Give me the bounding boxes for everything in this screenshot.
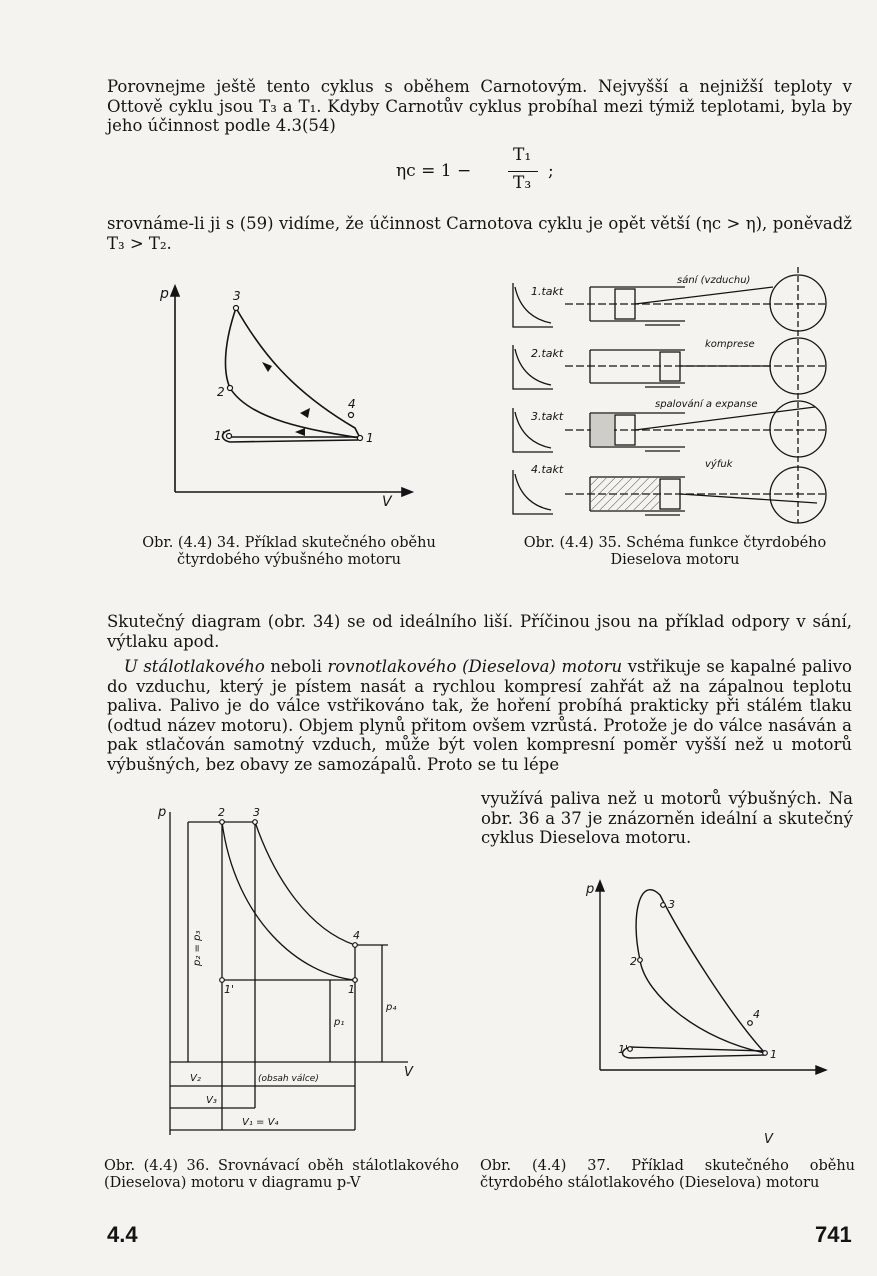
- arrow-icon: [262, 362, 272, 372]
- term-diesel-engine: rovnotlakového (Dieselova) motoru: [327, 657, 623, 676]
- dim-displacement: (obsah válce): [258, 1074, 319, 1084]
- point-1-marker: [358, 436, 363, 441]
- paragraph-real-diagram: Skutečný diagram (obr. 34) se od ideálního liší. Příčinou jsou na příklad odpory v sání, výtlaku apod.: [107, 612, 852, 651]
- figure-37-diagram: [560, 875, 830, 1145]
- carnot-efficiency-formula: [396, 147, 596, 197]
- v-axis-label: V: [404, 1065, 413, 1080]
- p-axis-label: p: [586, 882, 595, 897]
- point-3-label: 3: [253, 806, 260, 819]
- point-3-label: 3: [233, 289, 241, 303]
- term-constant-pressure: U stálotlakového: [123, 657, 265, 676]
- exhaust-gas: [591, 478, 659, 510]
- combustion-curve: [225, 308, 236, 388]
- point-1prime-label: 1': [214, 429, 225, 443]
- expansion-curve: [255, 822, 355, 945]
- paragraph-intro: Porovnejme ještě tento cyklus s oběhem Carnotovým. Nejvyšší a nejnižší teploty v Ottově cyklu jsou T₃ a T₁. Kdyby Carnotův cyklus probíhal mezi týmiž teplotami, byla by jeho účinnost podle 4.3(54): [107, 77, 852, 136]
- v-axis-arrow-icon: [402, 488, 412, 496]
- point-3-marker: [234, 306, 239, 311]
- point-4-label: 4: [353, 929, 360, 942]
- compression-curve: [640, 960, 765, 1053]
- point-1-label: 1: [366, 431, 374, 445]
- point-1-label: 1: [348, 983, 355, 996]
- dim-p1: p₁: [334, 1017, 345, 1028]
- formula-denominator: T₃: [513, 173, 532, 193]
- dim-v3: V₃: [206, 1095, 217, 1106]
- arrow-icon: [295, 428, 305, 436]
- combustion-charge: [591, 414, 614, 446]
- arrow-icon: [300, 408, 310, 418]
- figure-34-diagram: [150, 280, 420, 510]
- point-2-label: 2: [630, 955, 637, 968]
- figure-35-diagram: [505, 265, 840, 525]
- point-2-label: 2: [218, 806, 225, 819]
- formula-end: ;: [548, 161, 554, 181]
- section-number: 4.4: [107, 1222, 138, 1247]
- stroke-2-label: 2.takt: [531, 347, 564, 360]
- paragraph-diesel-engine: U stálotlakového neboli rovnotlakového (Dieselova) motoru vstřikuje se kapalné palivo do vzduchu, který je pístem nasát a rychlou kompresí zahřát až na zápalnou teplotu paliva. Palivo je do válce vstřikováno tak, že hoření probíhá prakticky při stálém tlaku (odtud název motoru). Objem plynů přitom ovšem vzrůstá. Protože je do válce nasáván a pak stlačován samotný vzduch, může být volen kompresní poměr vyšší než u motorů výbušných, bez obavy ze samozápalů. Proto se tu lépe: [107, 657, 852, 774]
- point-4-label: 4: [753, 1008, 760, 1021]
- stroke-2-phase: komprese: [705, 339, 755, 350]
- point-1prime-label: 1': [618, 1043, 629, 1056]
- stroke-4-phase: výfuk: [705, 459, 733, 470]
- formula-lhs: ηc = 1 −: [396, 161, 472, 181]
- figure-36-diagram: [150, 800, 420, 1145]
- p-axis-label: p: [160, 286, 169, 302]
- point-1prime-marker: [227, 434, 232, 439]
- p-axis-arrow-icon: [171, 286, 179, 296]
- page-number: 741: [815, 1222, 852, 1247]
- stroke-3-phase: spalování a expanse: [655, 399, 758, 410]
- figure-37-caption: Obr. (4.4) 37. Příklad skutečného oběhu čtyrdobého stálotlakového (Dieselova) motoru: [480, 1158, 855, 1191]
- stroke-4-label: 4.takt: [531, 463, 564, 476]
- figure-35-caption: Obr. (4.4) 35. Schéma funkce čtyrdobého Dieselova motoru: [523, 535, 827, 568]
- v-axis-label: V: [382, 494, 392, 510]
- point-2-marker: [228, 386, 233, 391]
- point-3-label: 3: [668, 898, 675, 911]
- compression-curve: [222, 822, 355, 980]
- paragraph-comparison: srovnáme-li ji s (59) vidíme, že účinnost Carnotova cyklu je opět větší (ηc > η), poněvadž T₃ > T₂.: [107, 214, 852, 253]
- exhaust-intake-loop: [623, 1047, 766, 1058]
- dim-v2: V₂: [190, 1073, 201, 1084]
- stroke-1-label: 1.takt: [531, 285, 564, 298]
- paragraph-diesel-continued: využívá paliva než u motorů výbušných. Na obr. 36 a 37 je znázorněn ideální a skutečný cyklus Dieselova motoru.: [481, 789, 853, 848]
- point-4-marker: [349, 413, 354, 418]
- p-axis-label: p: [158, 805, 167, 820]
- point-2-label: 2: [217, 385, 225, 399]
- stroke-3-label: 3.takt: [531, 410, 564, 423]
- figure-36-caption: Obr. (4.4) 36. Srovnávací oběh stálotlakového (Dieselova) motoru v diagramu p-V: [104, 1158, 459, 1191]
- point-1prime-label: 1': [224, 983, 235, 996]
- compression-curve: [230, 388, 360, 438]
- stroke-1-phase: sání (vzduchu): [677, 275, 751, 286]
- point-1-label: 1: [770, 1048, 777, 1061]
- dim-p2p3: p₂ = p₃: [192, 930, 203, 966]
- v-axis-label: V: [764, 1132, 773, 1145]
- dim-v1v4: V₁ = V₄: [242, 1117, 279, 1128]
- expansion-curve: [236, 308, 360, 438]
- figure-34-caption: Obr. (4.4) 34. Příklad skutečného oběhu čtyrdobého výbušného motoru: [142, 535, 436, 568]
- point-4-label: 4: [348, 397, 356, 411]
- formula-numerator: T₁: [513, 145, 532, 165]
- dim-p4: p₄: [386, 1002, 397, 1013]
- exhaust-intake-loop: [223, 430, 361, 442]
